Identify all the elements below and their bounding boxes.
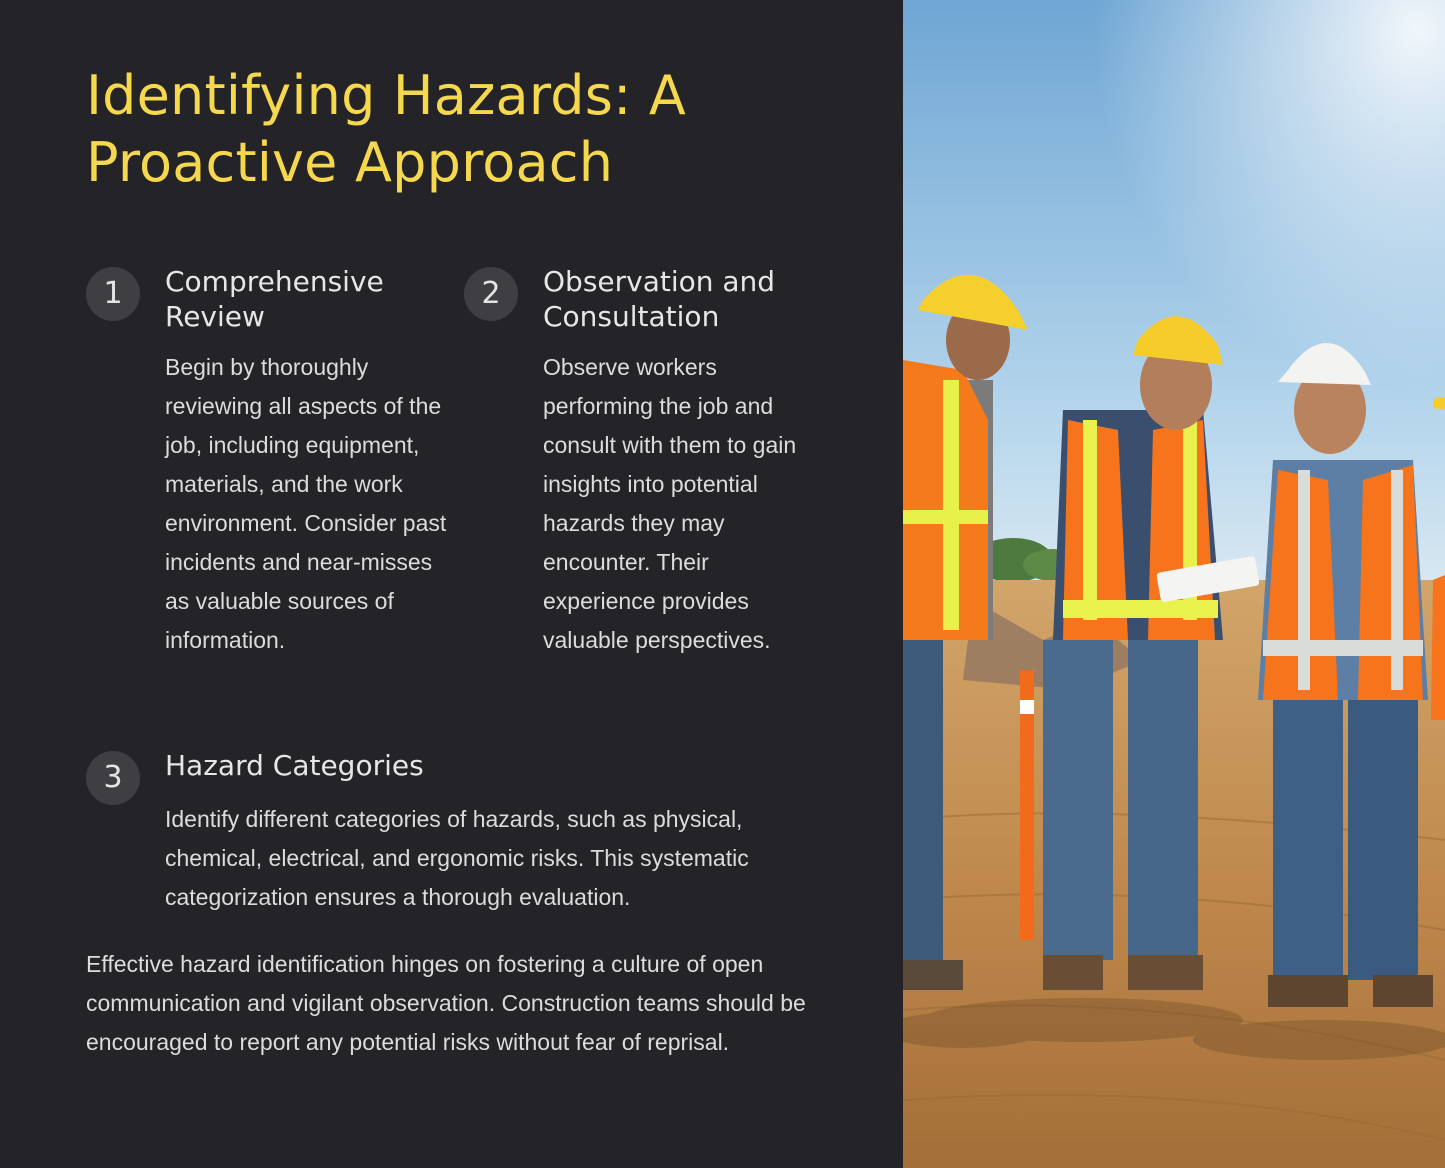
- closing-paragraph: Effective hazard identification hinges on fostering a culture of open communication and vigilant observation. Construction teams should be encouraged to report any potential risks without fear of reprisal.: [86, 951, 806, 1055]
- step-title: Comprehensive Review: [165, 265, 384, 333]
- step-description: Begin by thoroughly reviewing all aspects of the job, including equipment, materials, and the work environment. Consider past incidents and near-misses as valuable sources of information.: [165, 354, 447, 653]
- page-title: Identifying Hazards: A Proactive Approach: [86, 64, 687, 194]
- step-title: Observation and Consultation: [543, 265, 776, 333]
- step-description: Observe workers performing the job and consult with them to gain insights into potential hazards they may encounter. Their experience provides valuable perspectives.: [543, 354, 797, 653]
- step-description: Identify different categories of hazards, such as physical, chemical, electrical, and ergonomic risks. This systematic categorization ensures a thorough evaluation.: [165, 806, 749, 910]
- construction-workers-photo: [903, 0, 1445, 1168]
- step-title: Hazard Categories: [165, 749, 424, 782]
- step-number-badge: 2: [464, 267, 518, 321]
- step-number-badge: 1: [86, 267, 140, 321]
- step-number-badge: 3: [86, 751, 140, 805]
